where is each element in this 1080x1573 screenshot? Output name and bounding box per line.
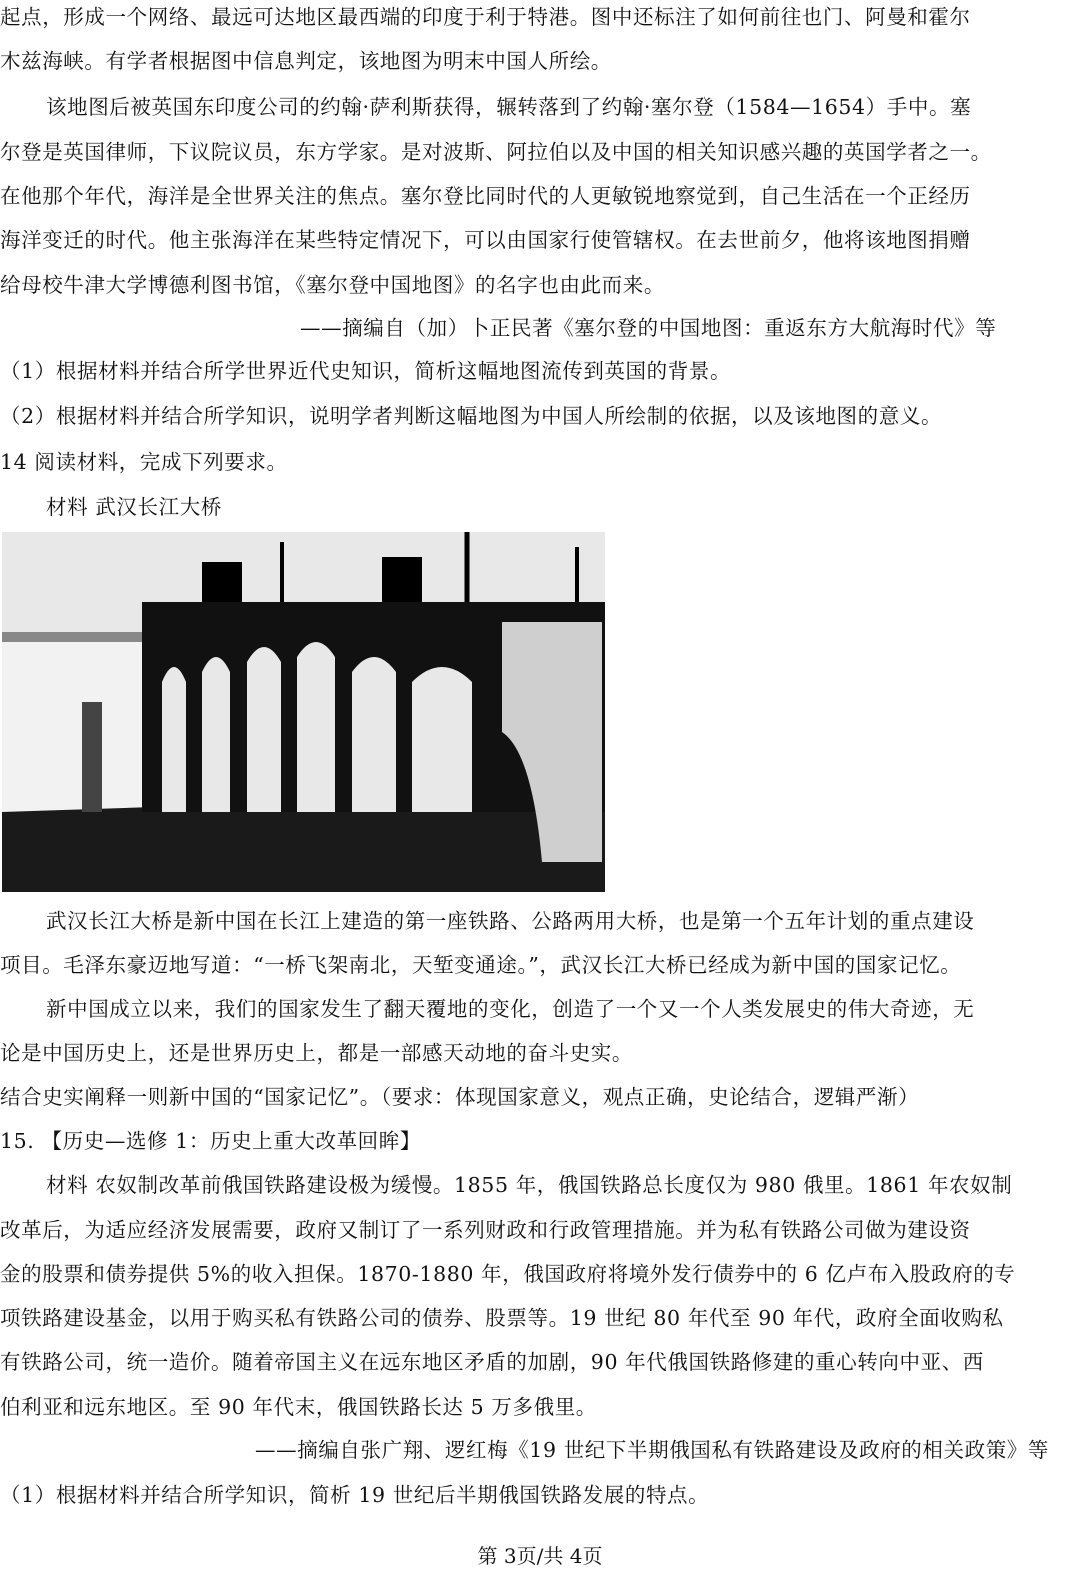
text-line: 给母校牛津大学博德利图书馆，《塞尔登中国地图》的名字也由此而来。 <box>0 273 665 297</box>
text-line: 论是中国历史上，还是世界历史上，都是一部感天动地的奋斗史实。 <box>0 1041 633 1065</box>
question-heading: 14 阅读材料，完成下列要求。 <box>0 450 288 474</box>
text-line: 海洋变迁的时代。他主张海洋在某些特定情况下，可以由国家行使管辖权。在去世前夕，他将该地图捐赠 <box>0 228 971 252</box>
text-line: 起点，形成一个网络、最远可达地区最西端的印度于利于特港。图中还标注了如何前往也门、阿曼和霍尔 <box>0 5 971 29</box>
text-line: 项目。毛泽东豪迈地写道：“一桥飞架南北，天堑变通途。”，武汉长江大桥已经成为新中国的国家记忆。 <box>0 953 962 977</box>
text-line: 材料 农奴制改革前俄国铁路建设极为缓慢。1855 年，俄国铁路总长度仅为 980 俄里。1861 年农奴制 <box>46 1173 1013 1197</box>
text-line: 改革后，为适应经济发展需要，政府又制订了一系列财政和行政管理措施。并为私有铁路公司做为建设资 <box>0 1218 971 1242</box>
question: （2）根据材料并结合所学知识，说明学者判断这幅地图为中国人所绘制的依据，以及该地图的意义。 <box>0 404 943 428</box>
text-line: 木兹海峡。有学者根据图中信息判定，该地图为明末中国人所绘。 <box>0 49 612 73</box>
question: 结合史实阐释一则新中国的“国家记忆”。（要求：体现国家意义，观点正确，史论结合，逻辑严渐） <box>0 1085 920 1109</box>
material-title: 材料 武汉长江大桥 <box>46 495 222 519</box>
question-heading: 15. 【历史—选修 1：历史上重大改革回眸】 <box>0 1129 421 1153</box>
text-line: 金的股票和债券提供 5%的收入担保。1870-1880 年，俄国政府将境外发行债券中的 6 亿卢布入股政府的专 <box>0 1262 1016 1286</box>
citation: ——摘编自（加）卜正民著《塞尔登的中国地图：重返东方大航海时代》等 <box>300 316 997 340</box>
bridge-photo <box>2 532 605 892</box>
text-line: 项铁路建设基金，以用于购买私有铁路公司的债券、股票等。19 世纪 80 年代至 90 年代，政府全面收购私 <box>0 1306 1004 1330</box>
text-line: 武汉长江大桥是新中国在长江上建造的第一座铁路、公路两用大桥，也是第一个五年计划的重点建设 <box>46 909 975 933</box>
text-line: 该地图后被英国东印度公司的约翰·萨利斯获得，辗转落到了约翰·塞尔登（1584—1654）手中。塞 <box>46 95 972 119</box>
text-line: 有铁路公司，统一造价。随着帝国主义在远东地区矛盾的加剧，90 年代俄国铁路修建的重心转向中亚、西 <box>0 1350 984 1374</box>
text-line: 伯利亚和远东地区。至 90 年代末，俄国铁路长达 5 万多俄里。 <box>0 1395 597 1419</box>
text-line: 尔登是英国律师，下议院议员，东方学家。是对波斯、阿拉伯以及中国的相关知识感兴趣的英国学者之一。 <box>0 140 992 164</box>
question: （1）根据材料并结合所学知识，简析 19 世纪后半期俄国铁路发展的特点。 <box>0 1483 710 1507</box>
text-line: 新中国成立以来，我们的国家发生了翻天覆地的变化，创造了一个又一个人类发展史的伟大奇迹，无 <box>46 997 975 1021</box>
page-footer: 第 3页/共 4页 <box>477 1544 603 1568</box>
text-line: 在他那个年代，海洋是全世界关注的焦点。塞尔登比同时代的人更敏锐地察觉到，自己生活在一个正经历 <box>0 184 971 208</box>
question: （1）根据材料并结合所学世界近代史知识，简析这幅地图流传到英国的背景。 <box>0 359 732 383</box>
citation: ——摘编自张广翔、逻红梅《19 世纪下半期俄国私有铁路建设及政府的相关政策》等 <box>255 1438 1049 1462</box>
bridge-illustration <box>2 532 605 892</box>
